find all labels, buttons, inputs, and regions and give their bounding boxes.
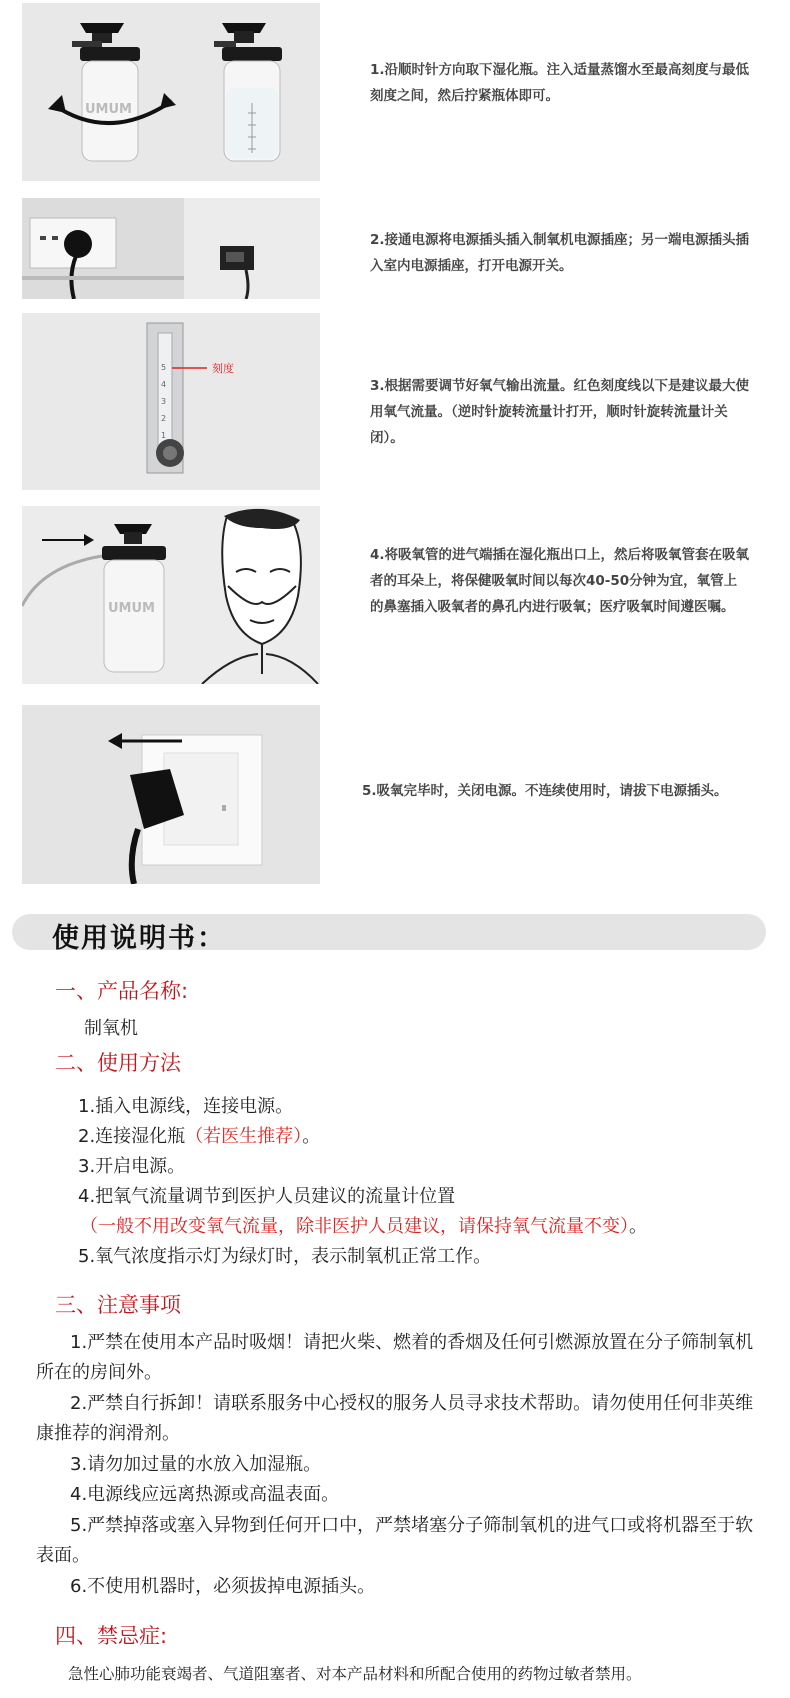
usage-item-4-note	[80, 1212, 647, 1238]
section3-heading: 三、注意事项	[55, 1293, 181, 1317]
bottle-label-2: UMUM	[108, 601, 155, 616]
section2-heading: 二、使用方法	[55, 1051, 181, 1075]
usage-item-2	[78, 1122, 320, 1148]
caution-item-6: 6.不使用机器时，必须拔掉电源插头。	[70, 1576, 376, 1597]
step5-image	[22, 705, 320, 884]
caution-item-3: 3.请勿加过量的水放入加湿瓶。	[70, 1454, 322, 1475]
caution-item-4: 4.电源线应远离热源或高温表面。	[70, 1484, 340, 1505]
step4-image	[22, 506, 320, 684]
step1-image	[22, 3, 320, 181]
step3-text: 3.根据需要调节好氧气输出流量。红色刻度线以下是建议最大使用氧气流量。（逆时针旋转流量计打开，顺时针旋转流量计关闭）。	[370, 378, 750, 446]
contraindications: 急性心肺功能衰竭者、气道阻塞者、对本产品材料和所配合使用的药物过敏者禁用。	[68, 1665, 642, 1683]
usage-item-4-note-text: （一般不用改变氧气流量，除非医护人员建议，请保持氧气流量不变）	[80, 1216, 629, 1237]
usage-item-2-main: 2.连接湿化瓶	[78, 1126, 186, 1147]
caution-item-5: 5.严禁掉落或塞入异物到任何开口中，严禁堵塞分子筛制氧机的进气口或将机器至于软表面。	[36, 1515, 754, 1566]
scale-tick-4: 4	[161, 380, 167, 389]
usage-item-1: 1.插入电源线，连接电源。	[78, 1096, 294, 1117]
step2-image	[22, 198, 320, 299]
caution-item-2: 2.严禁自行拆卸！请联系服务中心授权的服务人员寻求技术帮助。请勿使用任何非英维康推荐的润滑剂。	[36, 1393, 754, 1444]
product-name: 制氧机	[84, 1018, 138, 1039]
usage-item-4-end: 。	[629, 1216, 647, 1237]
section4-heading: 四、禁忌症:	[55, 1624, 168, 1648]
power-plug-illustration	[22, 198, 320, 299]
usage-item-5: 5.氧气浓度指示灯为绿灯时，表示制氧机正常工作。	[78, 1246, 492, 1267]
step2-text: 2.接通电源将电源插头插入制氧机电源插座；另一端电源插头插入室内电源插座，打开电源开关。	[370, 232, 750, 274]
manual-title: 使用说明书：	[52, 923, 226, 954]
step5-text: 5.吸氧完毕时，关闭电源。不连续使用时，请拔下电源插头。	[362, 783, 728, 799]
step4-text: 4.将吸氧管的进气端插在湿化瓶出口上，然后将吸氧管套在吸氧者的耳朵上，将保健吸氧时间以每次40-50分钟为宜，氧管上的鼻塞插入吸氧者的鼻孔内进行吸氧；医疗吸氧时间遵医嘱。	[370, 547, 750, 615]
step1-text: 1.沿顺时针方向取下湿化瓶。注入适量蒸馏水至最高刻度与最低刻度之间，然后拧紧瓶体即可。	[370, 62, 750, 104]
scale-label: 刻度	[212, 362, 234, 375]
bottle-label: UMUM	[85, 102, 132, 117]
usage-item-2-end: 。	[302, 1126, 321, 1147]
unplug-illustration	[22, 705, 320, 884]
flowmeter-illustration	[22, 313, 320, 490]
usage-item-2-note: （若医生推荐）	[185, 1126, 303, 1147]
scale-tick-3: 3	[161, 397, 167, 406]
scale-tick-5: 5	[161, 363, 167, 372]
scale-tick-1: 1	[161, 431, 167, 440]
section1-heading: 一、产品名称:	[55, 979, 189, 1003]
oxygen-tube-face-illustration	[22, 506, 320, 684]
scale-tick-2: 2	[161, 414, 167, 423]
caution-item-1: 1.严禁在使用本产品时吸烟！请把火柴、燃着的香烟及任何引燃源放置在分子筛制氧机所在的房间外。	[36, 1332, 754, 1383]
usage-item-3: 3.开启电源。	[78, 1156, 186, 1177]
humidifier-bottle-illustration	[22, 3, 320, 181]
usage-item-4: 4.把氧气流量调节到医护人员建议的流量计位置	[78, 1186, 456, 1207]
step3-image	[22, 313, 320, 490]
